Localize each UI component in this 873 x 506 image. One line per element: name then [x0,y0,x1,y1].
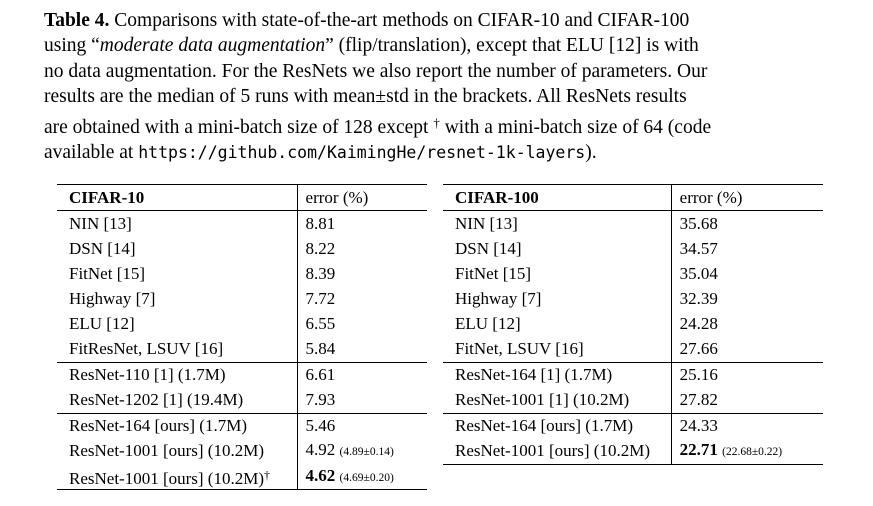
method-name: ResNet-164 [1] (1.7M) [455,365,613,385]
error-cell [297,439,427,464]
error-cell [671,362,823,388]
error-value: 4.62 [305,465,336,485]
dagger-mark: † [264,467,270,482]
table-row [57,311,427,336]
error-cell [297,211,427,237]
method-cell [443,311,671,336]
error-value: 7.93 [305,390,336,410]
caption-text: are obtained with a mini-batch size of 128 except [44,116,429,138]
error-value: 27.82 [679,390,718,410]
table-row [57,439,427,464]
method-cell [443,286,671,311]
error-value: 24.28 [679,314,718,334]
table-row [57,211,427,237]
method-cell [443,388,671,414]
error-cell [671,261,823,286]
table-row [443,311,823,336]
method-name: ResNet-1202 [1] (19.4M) [69,390,244,410]
table-row [443,236,823,261]
caption-text: with a mini-batch size of 64 (code [444,116,712,138]
error-cell [671,286,823,311]
method-cell [57,236,297,261]
method-cell [57,439,297,464]
error-cell [297,311,427,336]
method-cell [57,211,297,237]
error-cell [297,413,427,439]
method-cell [57,464,297,490]
caption-label: Table 4. [44,10,110,31]
method-name: ResNet-164 [ours] (1.7M) [69,416,247,436]
table-row [443,388,823,414]
error-cell [297,362,427,388]
error-value: 35.68 [679,213,718,233]
caption-line-1 [44,8,844,33]
method-name: ResNet-1001 [ours] (10.2M) [455,441,650,461]
method-name: FitNet [15] [455,263,532,283]
method-name: NIN [13] [455,213,518,233]
method-name: Highway [7] [455,288,542,308]
error-cell [297,337,427,363]
table-row [57,413,427,439]
method-cell [57,388,297,414]
error-value: 8.39 [305,263,336,283]
error-value: 7.72 [305,288,336,308]
error-value: 35.04 [679,263,718,283]
method-cell [57,413,297,439]
table-row [443,362,823,388]
method-name: NIN [13] [69,213,132,233]
cifar10-table [57,184,427,490]
error-header [297,185,427,211]
error-cell [297,261,427,286]
error-value: 24.33 [679,416,718,436]
table-row [57,388,427,414]
method-name: FitNet [15] [69,263,146,283]
method-name: FitResNet, LSUV [16] [69,339,224,359]
table-row [443,286,823,311]
caption-line-5 [44,110,844,140]
method-cell [443,337,671,363]
table-row [443,261,823,286]
table-row [57,464,427,490]
error-value: 22.71 [679,440,718,460]
mean-std-value: (4.89±0.14) [339,446,394,459]
table-row [443,413,823,439]
method-name: DSN [14] [69,238,136,258]
method-name: ELU [12] [455,314,521,334]
method-name: ResNet-164 [ours] (1.7M) [455,416,633,436]
method-cell [57,337,297,363]
error-value: 34.57 [679,238,718,258]
error-value: 32.39 [679,288,718,308]
table-row [443,439,823,465]
method-cell [443,261,671,286]
method-name: ResNet-1001 [ours] (10.2M) [69,468,264,488]
method-cell [57,286,297,311]
caption-line-3: no data augmentation. For the ResNets we also report the number of parameters. Our [44,60,708,82]
method-cell [443,439,671,465]
method-cell [443,362,671,388]
error-cell [671,211,823,237]
error-cell [671,439,823,465]
method-name: Highway [7] [69,288,156,308]
table-header-row [57,185,427,211]
error-cell [297,464,427,490]
error-value: 27.66 [679,339,718,359]
dataset-header [443,185,671,211]
table-header-row [443,185,823,211]
error-value: 8.81 [305,213,336,233]
table-row [443,337,823,363]
error-header [671,185,823,211]
error-cell [297,388,427,414]
error-value: 6.55 [305,314,336,334]
error-cell [671,337,823,363]
caption-text: Comparisons with state-of-the-art methods on CIFAR-10 and CIFAR-100 [114,10,690,31]
error-value: 25.16 [679,365,718,385]
dataset-name: CIFAR-10 [69,187,145,207]
caption-text: using “ [44,35,100,57]
method-cell [443,236,671,261]
method-cell [443,413,671,439]
caption-line-4: results are the median of 5 runs with mean±std in the brackets. All ResNets results [44,86,687,108]
table-row [57,286,427,311]
method-name: DSN [14] [455,238,522,258]
table-row [57,362,427,388]
caption-text: available at [44,142,134,164]
method-cell [57,311,297,336]
error-column-label: error (%) [305,187,369,207]
error-value: 5.46 [305,416,336,436]
error-cell [671,388,823,414]
method-name: ResNet-110 [1] (1.7M) [69,365,226,385]
table-caption [44,8,844,165]
table-row [443,211,823,237]
error-cell [671,236,823,261]
table-row [57,261,427,286]
caption-line-6 [44,140,844,165]
error-cell [671,413,823,439]
table-row [57,236,427,261]
method-name: ResNet-1001 [ours] (10.2M) [69,441,264,461]
error-column-label: error (%) [679,187,743,207]
method-cell [443,211,671,237]
dagger-mark: † [433,114,440,130]
error-value: 4.92 [305,440,336,460]
caption-italic-text: moderate data augmentation [99,35,326,57]
method-name: ELU [12] [69,314,135,334]
method-cell [57,362,297,388]
caption-text: ). [585,142,597,164]
method-name: ResNet-1001 [1] (10.2M) [455,390,630,410]
caption-line-2 [44,33,844,58]
code-url-link[interactable]: https://github.com/KaimingHe/resnet-1k-layers [138,143,586,163]
error-value: 6.61 [305,365,336,385]
dataset-name: CIFAR-100 [455,187,539,207]
dataset-header [57,185,297,211]
table-row [57,337,427,363]
caption-text: ” (flip/translation), except that ELU [12] is with [325,35,699,57]
error-cell [297,236,427,261]
error-cell [297,286,427,311]
mean-std-value: (4.69±0.20) [339,471,394,484]
cifar100-table [443,184,823,465]
mean-std-value: (22.68±0.22) [722,446,783,459]
error-value: 5.84 [305,339,336,359]
method-cell [57,261,297,286]
error-value: 8.22 [305,238,336,258]
error-cell [671,311,823,336]
method-name: FitNet, LSUV [16] [455,339,584,359]
